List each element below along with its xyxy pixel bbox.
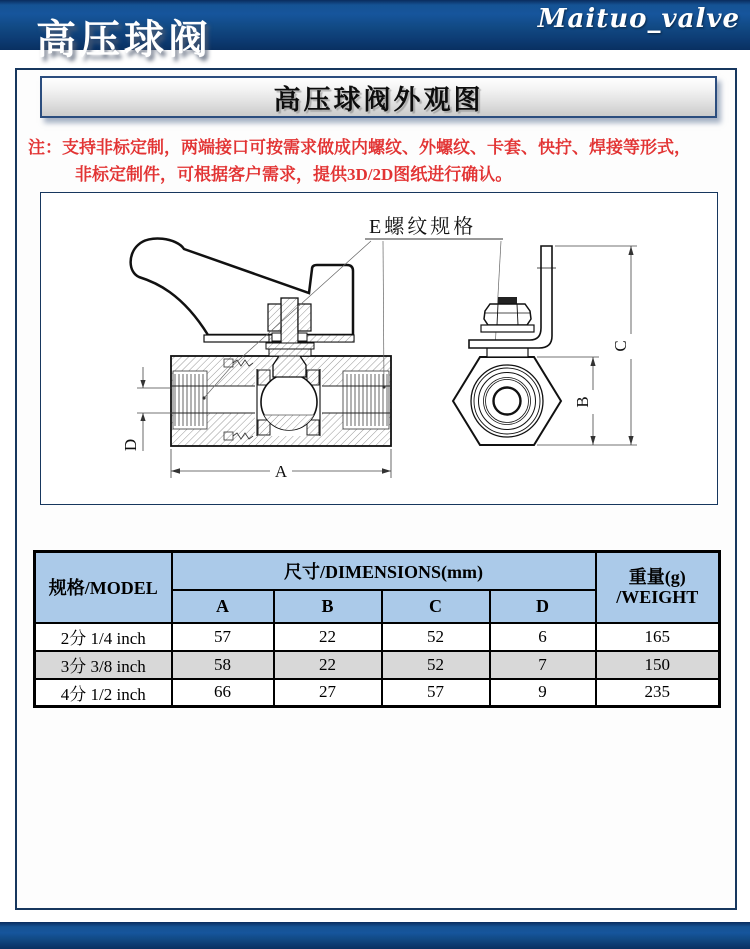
col-header-model: 规格/MODEL [35, 552, 172, 623]
dim-a-cell: 57 [172, 623, 274, 651]
e-thread-label: E螺纹规格 [369, 216, 477, 238]
col-header-dim-a: A [172, 590, 274, 623]
col-header-dim-c: C [382, 590, 490, 623]
page-title: 高压球阀 [36, 17, 212, 63]
dim-label-c: C [611, 340, 630, 352]
handle [131, 238, 353, 335]
dim-a-cell: 58 [172, 651, 274, 679]
dim-b-cell: 22 [274, 623, 382, 651]
right-view [453, 246, 637, 445]
weight-cell: 235 [596, 679, 720, 707]
dim-d-cell: 7 [490, 651, 596, 679]
note-line-1: 注：支持非标定制，两端接口可按需求做成内螺纹、外螺纹、卡套、快拧、焊接等形式， [28, 138, 691, 157]
weight-header-line2: /WEIGHT [616, 587, 699, 608]
dim-label-a: A [274, 462, 288, 481]
footer-bar [0, 922, 750, 949]
weight-cell: 150 [596, 651, 720, 679]
dimension-d [137, 367, 172, 451]
col-header-dim-b: B [274, 590, 382, 623]
table-row [35, 651, 720, 679]
note-text [28, 134, 728, 188]
dim-c-cell: 52 [382, 623, 490, 651]
packing-nut [481, 297, 534, 332]
table-row [35, 679, 720, 707]
dim-d-cell: 9 [490, 679, 596, 707]
section-title-bar [40, 76, 717, 118]
brand-logo: Maituo_valve [537, 4, 740, 34]
weight-header-line1: 重量(g) [628, 567, 686, 588]
col-header-dimensions: 尺寸/DIMENSIONS(mm) [172, 552, 596, 590]
model-cell: 3分 3/8 inch [35, 651, 172, 679]
dim-b-cell: 22 [274, 651, 382, 679]
drawing-panel [40, 192, 718, 505]
col-header-dim-d: D [490, 590, 596, 623]
model-cell: 2分 1/4 inch [35, 623, 172, 651]
dim-label-b: B [573, 396, 592, 408]
model-cell: 4分 1/2 inch [35, 679, 172, 707]
left-view [121, 238, 391, 481]
dim-b-cell: 27 [274, 679, 382, 707]
dim-d-cell: 6 [490, 623, 596, 651]
spec-table [33, 550, 721, 708]
dim-c-cell: 57 [382, 679, 490, 707]
section-title: 高压球阀外观图 [273, 84, 484, 115]
note-line-2: 非标定制件，可根据客户需求，提供3D/2D图纸进行确认。 [75, 165, 513, 184]
dim-a-cell: 66 [172, 679, 274, 707]
dim-label-d: D [121, 438, 140, 452]
col-header-weight [596, 552, 720, 623]
valve-technical-drawing [41, 193, 715, 502]
weight-cell: 165 [596, 623, 720, 651]
hex-body [453, 357, 561, 445]
table-row [35, 623, 720, 651]
dim-c-cell: 52 [382, 651, 490, 679]
